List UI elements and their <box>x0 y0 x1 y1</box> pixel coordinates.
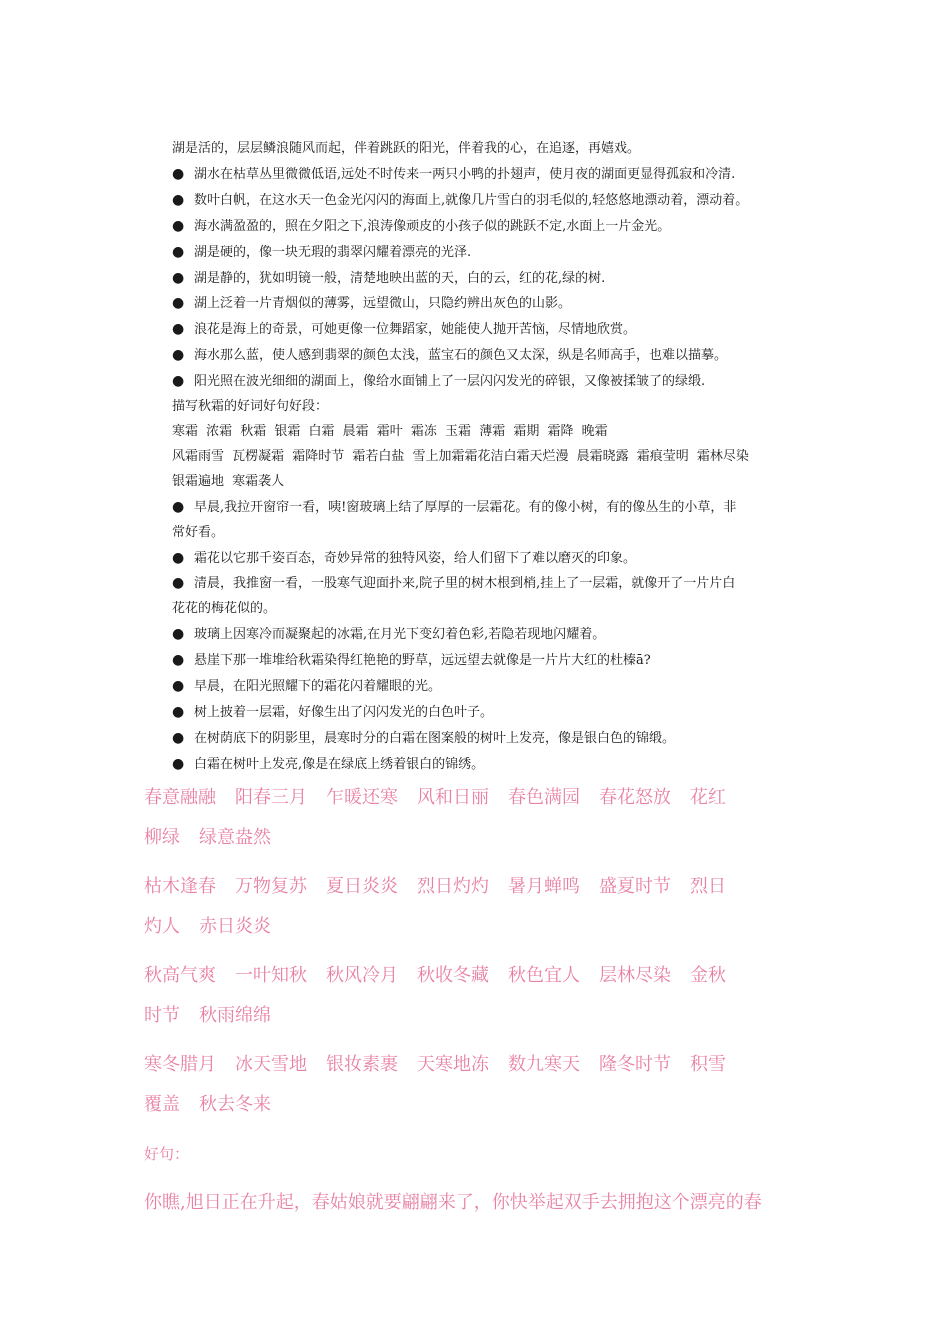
list-item: ● 湖水在枯草丛里微微低语,远处不时传来一两只小鸭的扑翅声，使月夜的湖面更显得孤寂和冷清. <box>172 162 822 188</box>
list-item: ● 树上披着一层霜，好像生出了闪闪发光的白色叶子。 <box>172 700 822 726</box>
words-row: 寒冬腊月 冰天雪地 银妆素裹 天寒地冻 数九寒天 隆冬时节 积雪 <box>144 1054 726 1075</box>
bullet-icon: ● <box>172 626 185 643</box>
season-words-section <box>144 778 824 1223</box>
spring-words <box>144 778 824 858</box>
bullet-icon: ● <box>172 373 185 390</box>
bullet-icon: ● <box>172 269 185 286</box>
list-item: ● 湖上泛着一片青烟似的薄雾，远望微山，只隐约辨出灰色的山影。 <box>172 291 822 317</box>
bullet-icon: ● <box>172 321 185 338</box>
list-item: ● 浪花是海上的奇景，可她更像一位舞蹈家，她能使人抛开苦恼，尽情地欣赏。 <box>172 317 822 343</box>
bullet-icon: ● <box>172 347 185 364</box>
autumn-words <box>144 956 824 1036</box>
list-item: ● 海水满盈盈的，照在夕阳之下,浪涛像顽皮的小孩子似的跳跃不定,水面上一片金光。 <box>172 214 822 240</box>
words-row: 覆盖 秋去冬来 <box>144 1094 271 1115</box>
list-item: ● 数叶白帆，在这水天一色金光闪闪的海面上,就像几片雪白的羽毛似的,轻悠悠地漂动着，漂动着。 <box>172 188 822 214</box>
list-item: ● 在树荫底下的阴影里，晨寒时分的白霜在图案般的树叶上发亮，像是银白色的锦缎。 <box>172 726 822 752</box>
frost-words-line: 风霜雨雪 瓦楞凝霜 霜降时节 霜若白盐 雪上加霜霜花洁白霜天烂漫 晨霜晓露 霜痕莹明 霜林尽染 <box>172 448 749 464</box>
bullet-icon: ● <box>172 217 185 234</box>
list-item: ● 早晨，在阳光照耀下的霜花闪着耀眼的光。 <box>172 674 822 700</box>
words-row: 春意融融 阳春三月 乍暖还寒 风和日丽 春色满园 春花怒放 花红 <box>144 787 726 808</box>
bullet-icon: ● <box>172 678 185 695</box>
good-sentence: 你瞧,旭日正在升起，春姑娘就要翩翩来了，你快举起双手去拥抱这个漂亮的春 <box>144 1192 762 1213</box>
bullet-icon: ● <box>172 703 185 720</box>
lake-sentence-list <box>172 162 822 395</box>
list-item: ● 悬崖下那一堆堆给秋霜染得红艳艳的野草，远远望去就像是一片片大红的杜榛ā? <box>172 648 822 674</box>
bullet-icon: ● <box>172 498 185 515</box>
good-sentence-label: 好句： <box>144 1145 190 1163</box>
descriptive-passages <box>172 137 822 778</box>
bullet-icon: ● <box>172 652 185 669</box>
bullet-icon: ● <box>172 575 185 592</box>
bullet-icon: ● <box>172 549 185 566</box>
list-item: ● 清晨，我推窗一看，一股寒气迎面扑来,院子里的树木根到梢,挂上了一层霜，就像开了一片片白 花花的梅花似的。 <box>172 571 822 622</box>
list-item: ● 玻璃上因寒冷而凝聚起的冰霜,在月光下变幻着色彩,若隐若现地闪耀着。 <box>172 622 822 648</box>
frost-sentence-list <box>172 495 822 778</box>
words-row: 枯木逢春 万物复苏 夏日炎炎 烈日灼灼 暑月蝉鸣 盛夏时节 烈日 <box>144 876 726 897</box>
words-row: 秋高气爽 一叶知秋 秋风冷月 秋收冬藏 秋色宜人 层林尽染 金秋 <box>144 965 726 986</box>
words-row: 柳绿 绿意盎然 <box>144 827 271 848</box>
list-item: ● 海水那么蓝，使人感到翡翠的颜色太浅，蓝宝石的颜色又太深，纵是名师高手，也难以描摹。 <box>172 343 822 369</box>
words-row: 灼人 赤日炎炎 <box>144 916 271 937</box>
winter-words <box>144 1045 824 1125</box>
words-row: 时节 秋雨绵绵 <box>144 1005 271 1026</box>
bullet-icon: ● <box>172 755 185 772</box>
bullet-icon: ● <box>172 295 185 312</box>
list-item: ● 阳光照在波光细细的湖面上，像给水面铺上了一层闪闪发光的碎银，又像被揉皱了的绿缎. <box>172 369 822 395</box>
frost-heading: 描写秋霜的好词好句好段： <box>172 399 329 415</box>
list-item: ● 霜花以它那千姿百态，奇妙异常的独特风姿，给人们留下了难以磨灭的印象。 <box>172 546 822 572</box>
list-item: ● 湖是静的，犹如明镜一般，清楚地映出蓝的天，白的云，红的花,绿的树. <box>172 266 822 292</box>
list-item: ● 早晨,我拉开窗帘一看，咦!窗玻璃上结了厚厚的一层霜花。有的像小树，有的像丛生的小草，非 常好看。 <box>172 495 822 546</box>
list-item: ● 湖是硬的，像一块无瑕的翡翠闪耀着漂亮的光泽. <box>172 240 822 266</box>
bullet-icon: ● <box>172 191 185 208</box>
lake-intro: 湖是活的，层层鳞浪随风而起，伴着跳跃的阳光，伴着我的心，在追逐，再嬉戏。 <box>172 141 641 156</box>
bullet-icon: ● <box>172 243 185 260</box>
list-item: ● 白霜在树叶上发亮,像是在绿底上绣着银白的锦绣。 <box>172 752 822 778</box>
frost-words-line: 寒霜 浓霜 秋霜 银霜 白霜 晨霜 霜叶 霜冻 玉霜 薄霜 霜期 霜降 晚霜 <box>172 423 608 439</box>
bullet-icon: ● <box>172 729 185 746</box>
bullet-icon: ● <box>172 165 185 182</box>
frost-words-line: 银霜遍地 寒霜袭人 <box>172 473 285 489</box>
summer-words <box>144 867 824 947</box>
